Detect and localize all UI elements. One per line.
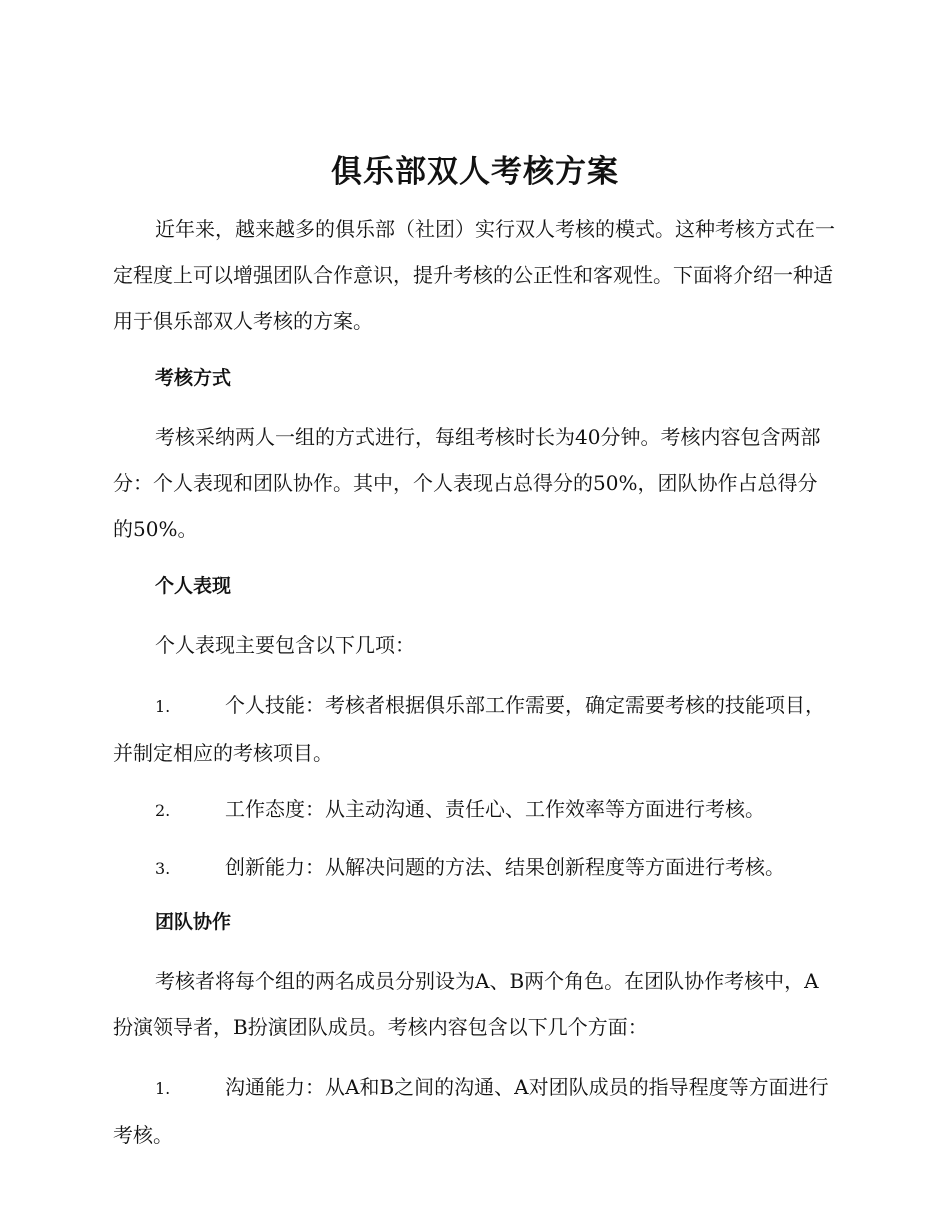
section-heading-individual: 个人表现	[155, 575, 232, 597]
list-item	[113, 1064, 837, 1158]
list-item	[113, 682, 837, 776]
list-item-text: 个人技能：考核者根据俱乐部工作需要，确定需要考核的技能项目，并制定相应的考核项目。	[113, 693, 825, 765]
section-paragraph-method: 考核采纳两人一组的方式进行，每组考核时长为40分钟。考核内容包含两部分：个人表现和团队协作。其中，个人表现占总得分的50%，团队协作占总得分的50%。	[113, 425, 821, 541]
list-item-text: 创新能力：从解决问题的方法、结果创新程度等方面进行考核。	[225, 855, 785, 879]
list-item-text: 工作态度：从主动沟通、责任心、工作效率等方面进行考核。	[225, 797, 765, 821]
list-item-number: 1.	[155, 697, 171, 716]
section-paragraph-individual: 个人表现主要包含以下几项：	[155, 633, 415, 657]
list-item-number: 3.	[155, 859, 171, 878]
section-paragraph-teamwork: 考核者将每个组的两名成员分别设为A、B两个角色。在团队协作考核中，A扮演领导者，B扮演团队成员。考核内容包含以下几个方面：	[113, 969, 819, 1039]
document-page	[113, 150, 837, 1168]
intro-paragraph: 近年来，越来越多的俱乐部（社团）实行双人考核的模式。这种考核方式在一定程度上可以增强团队合作意识，提升考核的公正性和客观性。下面将介绍一种适用于俱乐部双人考核的方案。	[113, 217, 835, 333]
list-item	[113, 844, 837, 892]
section-heading-method: 考核方式	[155, 367, 232, 389]
list-item-number: 1.	[155, 1079, 171, 1098]
section-heading-teamwork: 团队协作	[155, 911, 232, 933]
individual-list	[113, 682, 837, 892]
list-item-text: 沟通能力：从A和B之间的沟通、A对团队成员的指导程度等方面进行考核。	[113, 1075, 829, 1147]
list-item	[113, 786, 837, 834]
teamwork-list	[113, 1064, 837, 1158]
document-title: 俱乐部双人考核方案	[331, 154, 619, 190]
list-item-number: 2.	[155, 801, 171, 820]
